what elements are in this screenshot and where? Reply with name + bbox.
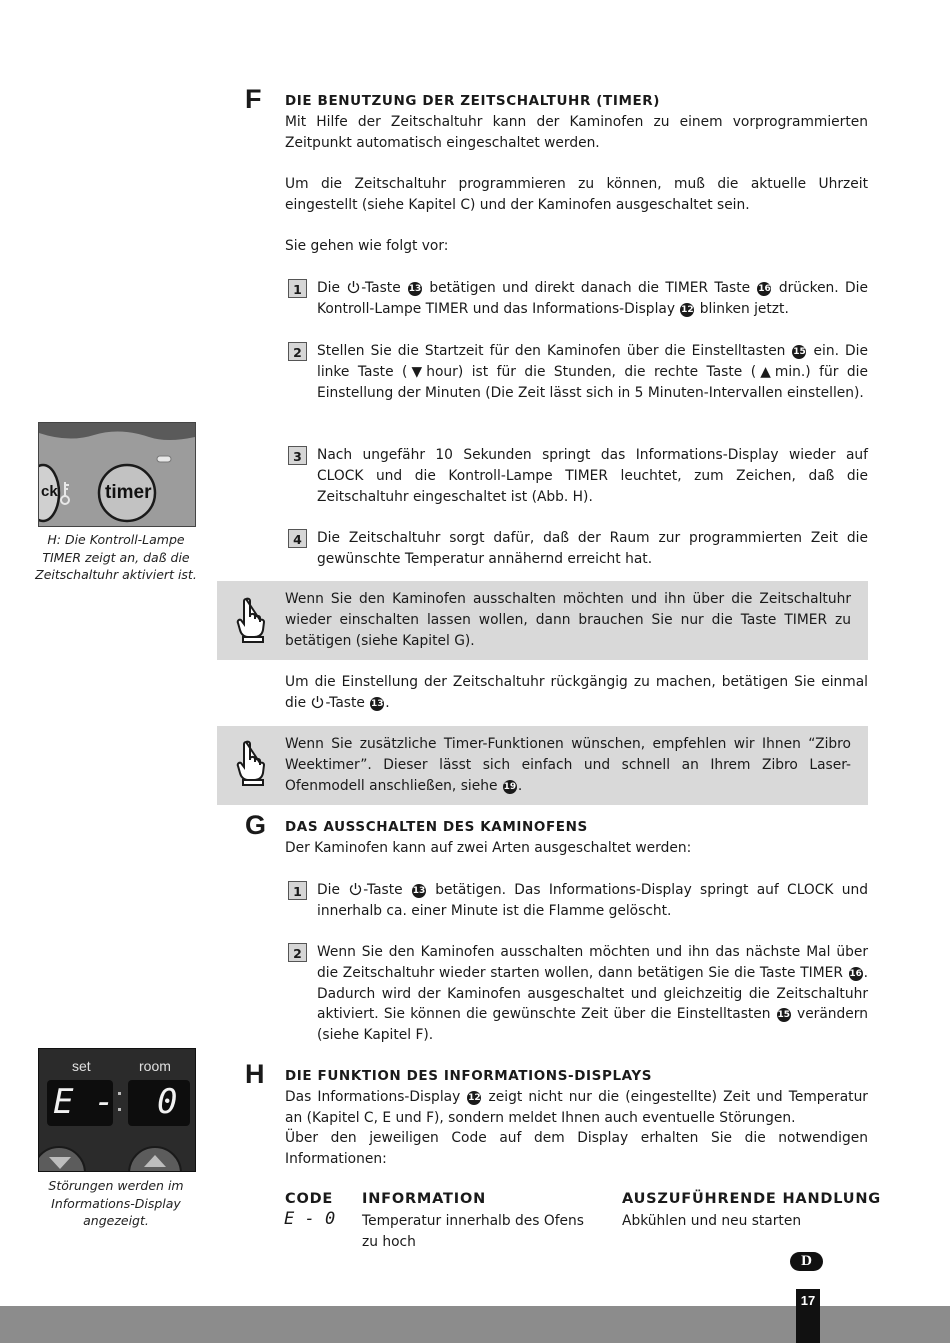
lcd-digits-right: 0 <box>157 1082 178 1122</box>
section-f-letter: F <box>245 84 262 114</box>
power-icon <box>348 882 363 896</box>
callout-number: 19 <box>503 781 517 792</box>
figure-display-panel <box>38 1048 196 1172</box>
callout-number: 13 <box>412 886 426 896</box>
figure-display-caption: Störungen werden im Informations-Display angezeigt. <box>48 1178 184 1228</box>
lcd-colon-bottom <box>118 1108 121 1111</box>
note-box-timer <box>217 581 868 660</box>
language-badge: D <box>790 1252 823 1271</box>
section-h-intro: Das Informations-Display 12 zeigt nicht nur die (eingestellte) Zeit und Temperatur an (Kapitel C, E und F), sondern meldet Ihnen auch eventuelle Störungen. <box>285 1089 868 1126</box>
step-text: Wenn Sie den Kaminofen ausschalten möchten und ihn das nächste Mal über die Zeitschaltuhr wieder starten wollen, dann betätigen Sie die Taste TIMER 16 . Dadurch wird der Kaminofen ausgeschaltet und gleichzeitig die Zeitschaltuhr aktiviert. Sie können die gewünschte Zeit über die Einstelltasten 15 verändern (siehe Kapitel F). <box>317 944 868 1044</box>
note-text: Wenn Sie zusätzliche Timer-Funktionen wünschen, empfehlen wir Ihnen “Zibro Weektimer”. Dieser lässt sich einfach und schnell an Ihrem Zibro Laser-Ofenmodell anschließen, siehe 19 . <box>285 736 851 794</box>
note-text: Wenn Sie den Kaminofen ausschalten möchten und ihn über die Zeitschaltuhr wieder einschalten lassen wollen, dann brauchen Sie nur die Taste TIMER zu betätigen (siehe Kapitel G). <box>285 591 851 649</box>
step-number: 2 <box>288 342 307 361</box>
arrow-buttons-graphic <box>39 1143 195 1171</box>
callout-number: 15 <box>793 347 806 357</box>
figure-h-caption: H: Die Kontroll-Lampe TIMER zeigt an, daß die Zeitschaltuhr aktiviert ist. <box>35 532 197 582</box>
timer-button-label: timer <box>105 482 152 503</box>
section-g-intro: Der Kaminofen kann auf zwei Arten ausgeschaltet werden: <box>285 840 692 856</box>
section-f-steps-intro: Sie gehen wie folgt vor: <box>285 238 449 254</box>
table-header-code: CODE <box>285 1191 334 1207</box>
lcd-colon-top <box>118 1092 121 1095</box>
section-f-title: DIE BENUTZUNG DER ZEITSCHALTUHR (TIMER) <box>285 93 661 109</box>
step-number: 2 <box>288 943 307 962</box>
pointing-hand-icon <box>232 740 266 786</box>
step-text: Die -Taste 13 betätigen und direkt danach die TIMER Taste 16 drücken. Die Kontroll-Lampe TIMER und das Informations-Display 12 blinken jetzt. <box>317 280 868 317</box>
power-icon <box>346 280 361 294</box>
table-cell-action: Abkühlen und neu starten <box>622 1213 802 1229</box>
table-header-action: AUSZUFÜHRENDE HANDLUNG <box>622 1191 881 1207</box>
step-text: Die Zeitschaltuhr sorgt dafür, daß der Raum zur programmierten Zeit die gewünschte Temperatur annähernd erreicht hat. <box>317 530 868 567</box>
table-cell-code: E - 0 <box>284 1209 336 1229</box>
section-h-info: Über den jeweiligen Code auf dem Display erhalten Sie die notwendigen Informationen: <box>285 1130 868 1167</box>
step-number: 3 <box>288 446 307 465</box>
step-text: Stellen Sie die Startzeit für den Kaminofen über die Einstelltasten 15 ein. Die linke Taste (▼hour) ist für die Stunden, die rechte Taste (▲min.) für die Einstellung der Minuten (Die Zeit lässt sich in 5 Minuten-Intervallen einstellen). <box>317 343 868 401</box>
callout-number: 16 <box>758 284 771 294</box>
set-label: set <box>72 1058 91 1074</box>
step-text: Nach ungefähr 10 Sekunden springt das Informations-Display wieder auf CLOCK und die Kontroll-Lampe TIMER leuchtet, zum Zeichen, daß die Zeitschaltuhr eingeschaltet ist (Abb. H). <box>317 447 868 505</box>
lcd-digits-left: E - <box>53 1082 115 1122</box>
callout-number: 13 <box>408 284 422 294</box>
step-number: 4 <box>288 529 307 548</box>
step-number: 1 <box>288 881 307 900</box>
room-label: room <box>139 1058 171 1074</box>
table-cell-information: Temperatur innerhalb des Ofens zu hoch <box>362 1213 584 1250</box>
callout-number: 16 <box>849 968 862 979</box>
section-f-intro: Mit Hilfe der Zeitschaltuhr kann der Kaminofen zu einem vorprogrammierten Zeitpunkt automatisch eingeschaltet werden. <box>285 114 868 151</box>
callout-number: 13 <box>371 698 384 709</box>
pointing-hand-icon <box>232 597 266 643</box>
callout-number: 12 <box>681 304 694 315</box>
page-tab <box>796 1289 820 1343</box>
table-header-information: INFORMATION <box>362 1191 486 1207</box>
callout-number: 15 <box>777 1010 791 1021</box>
section-h-letter: H <box>245 1059 265 1089</box>
step-text: Die -Taste 13 betätigen. Das Informations-Display springt auf CLOCK und innerhalb ca. einer Minute ist die Flamme gelöscht. <box>317 882 868 919</box>
callout-number: 12 <box>468 1093 481 1103</box>
section-g-letter: G <box>245 810 267 840</box>
clock-button-label-partial: ck <box>41 483 58 500</box>
control-panel-graphic <box>39 423 195 526</box>
page-number: 17 <box>800 1293 816 1308</box>
section-f-prerequisite: Um die Zeitschaltuhr programmieren zu können, muß die aktuelle Uhrzeit eingestellt (siehe Kapitel C) und der Kaminofen ausgeschaltet sein. <box>285 176 868 213</box>
section-g-title: DAS AUSSCHALTEN DES KAMINOFENS <box>285 819 588 835</box>
power-icon <box>310 695 325 709</box>
section-h-title: DIE FUNKTION DES INFORMATIONS-DISPLAYS <box>285 1068 653 1084</box>
note-box-weektimer <box>217 726 868 805</box>
step-number: 1 <box>288 279 307 298</box>
section-f-cancel-text: Um die Einstellung der Zeitschaltuhr rückgängig zu machen, betätigen Sie einmal die -Taste 13 . <box>285 674 868 711</box>
figure-timer-panel <box>38 422 196 527</box>
